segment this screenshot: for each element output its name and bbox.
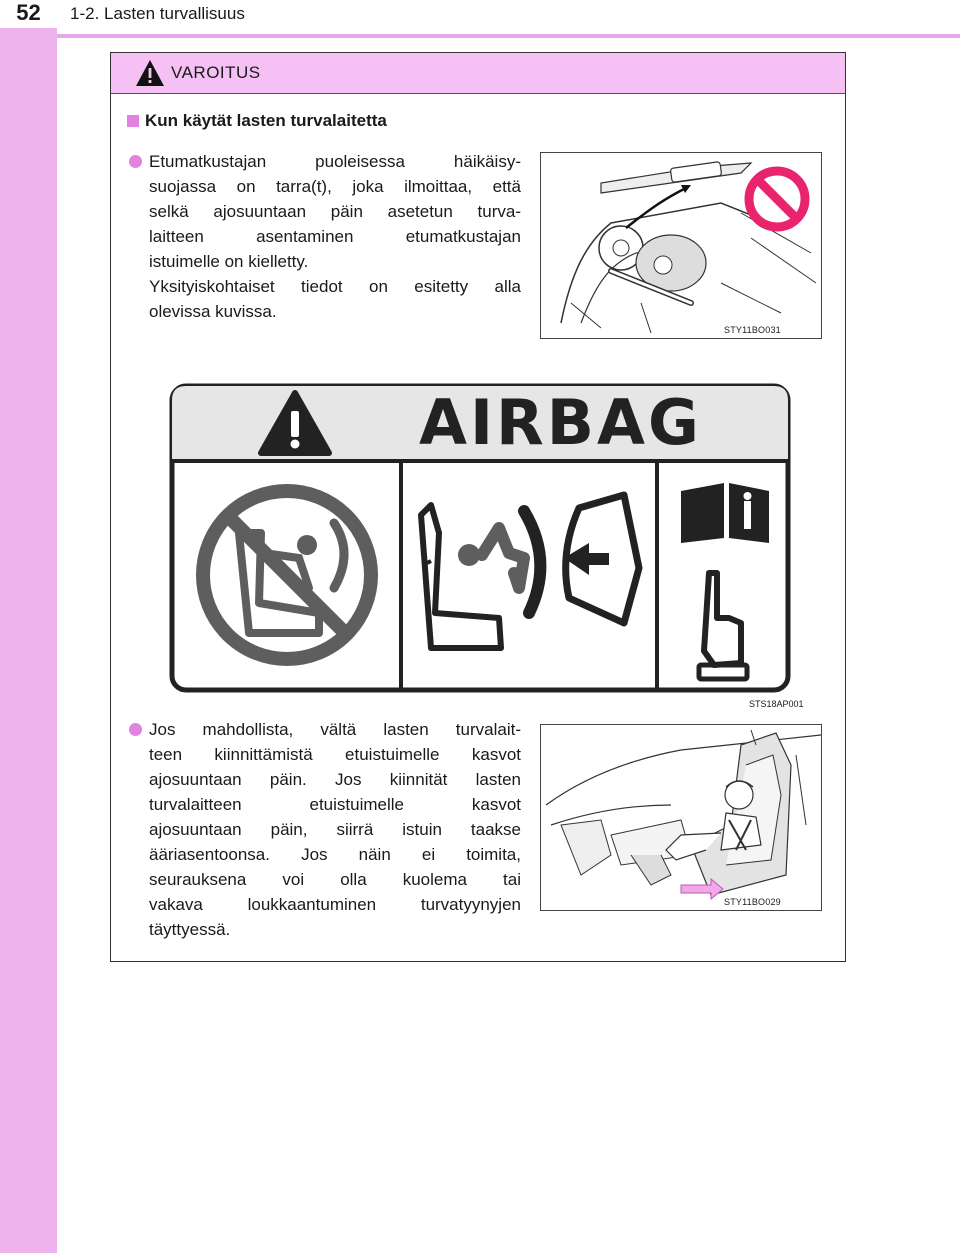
bullet-1-line: laitteen asentaminen etumatkustajan [149, 227, 521, 246]
bullet-2-line: ääriasentoonsa. Jos näin ei toimita, [149, 845, 521, 864]
bullet-1-line: Yksityiskohtaiset tiedot on esitetty alla [149, 277, 521, 296]
figure-code: STS18AP001 [749, 699, 804, 709]
bullet-1-line: istuimelle on kielletty. [149, 252, 309, 271]
header-rule [57, 34, 960, 38]
bullet-1-line: suojassa on tarra(t), joka ilmoittaa, että [149, 177, 521, 196]
sun-visor-illustration [540, 152, 822, 339]
round-bullet-icon [129, 155, 142, 168]
bullet-2-line: turvalaitteen etuistuimelle kasvot [149, 795, 521, 814]
prohibition-icon [743, 165, 811, 233]
bullet-item-1 [129, 149, 521, 324]
warning-box [110, 52, 846, 962]
bullet-2-line: täyttyessä. [149, 920, 231, 939]
subheading [127, 111, 387, 131]
child-seat-drawing [541, 725, 822, 911]
subheading-text: Kun käytät lasten turvalaitetta [145, 111, 387, 130]
figure-code: STY11BO029 [724, 897, 781, 907]
bullet-1-line: selkä ajosuuntaan päin asetetun turva- [149, 202, 521, 221]
page-number: 52 [0, 0, 57, 28]
bullet-2-line: teen kiinnittämistä etuistuimelle kasvot [149, 745, 521, 764]
bullet-1-line: Etumatkustajan puoleisessa häikäisy- [149, 152, 521, 171]
bullet-2-line: Jos mahdollista, vältä lasten turvalait- [149, 720, 521, 739]
section-title: 1-2. Lasten turvallisuus [70, 4, 245, 23]
airbag-word: AIRBAG [419, 386, 702, 459]
square-bullet-icon [127, 115, 139, 127]
bullet-2-line: ajosuuntaan päin. Jos kiinnität lasten [149, 770, 521, 789]
bullet-2-line: vakava loukkaantuminen turvatyynyjen [149, 895, 521, 914]
warning-header [111, 53, 845, 94]
round-bullet-icon [129, 723, 142, 736]
bullet-2-line: ajosuuntaan päin, siirrä istuin taakse [149, 820, 521, 839]
warning-triangle-icon [135, 59, 165, 87]
bullet-2-line: seurauksena voi olla kuolema tai [149, 870, 521, 889]
side-color-bar [0, 0, 57, 1253]
bullet-text-1 [149, 149, 521, 324]
bullet-1-line: olevissa kuvissa. [149, 302, 277, 321]
front-seat-illustration [540, 724, 822, 911]
figure-code: STY11BO031 [724, 325, 781, 335]
bullet-item-2 [129, 717, 521, 942]
bullet-text-2 [149, 717, 521, 942]
warning-label: VAROITUS [171, 63, 261, 82]
airbag-warning-label [169, 383, 791, 693]
